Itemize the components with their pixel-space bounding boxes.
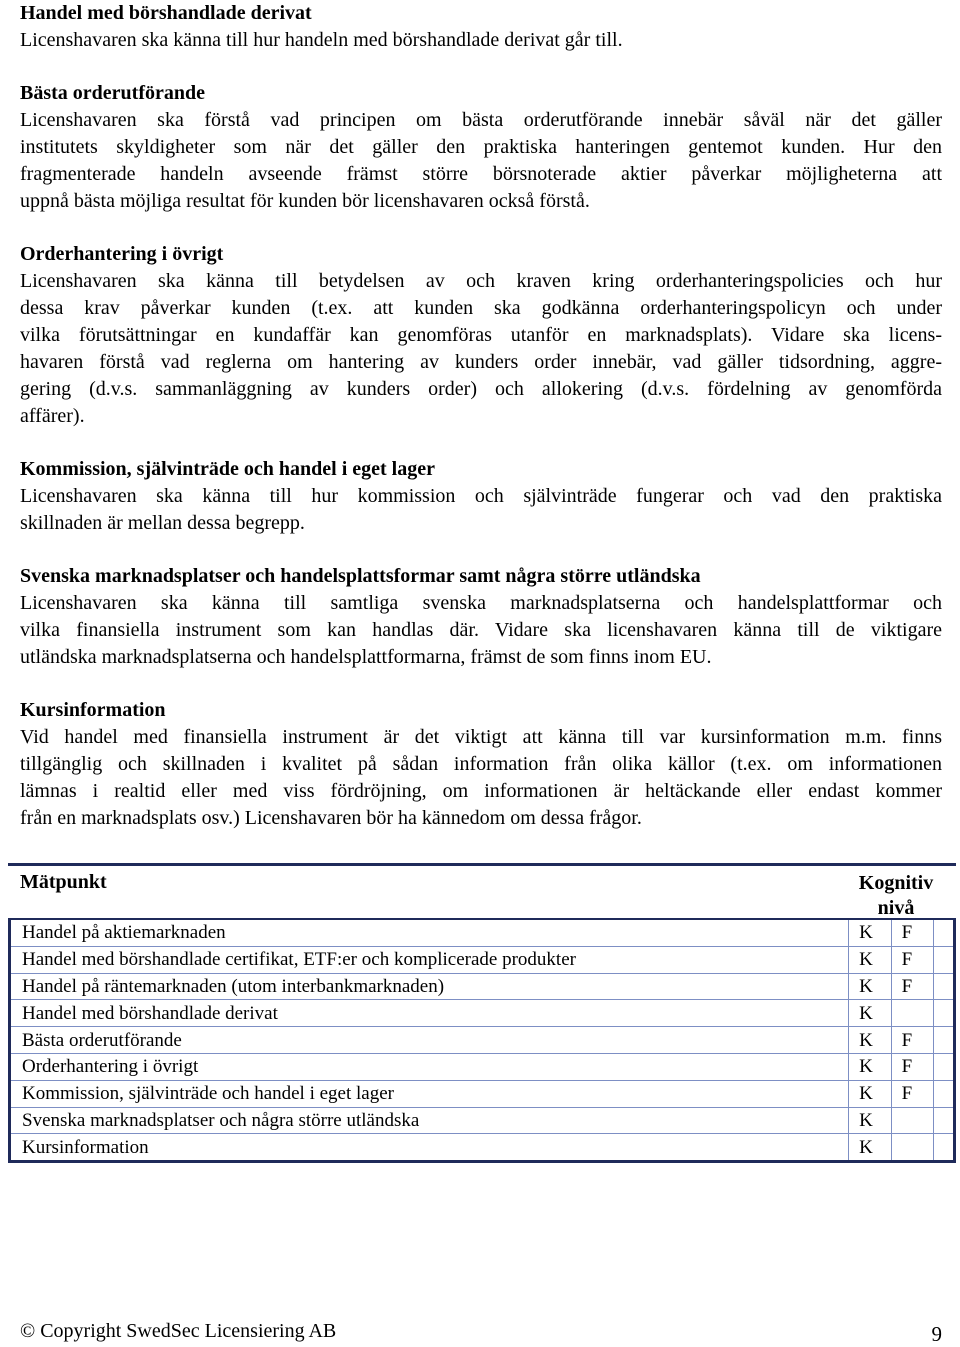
section-heading: Kommission, självinträde och handel i eget lager — [20, 458, 435, 480]
level-f — [891, 1134, 934, 1162]
section-1 — [20, 80, 942, 215]
section-text — [20, 590, 942, 671]
text-line: tillgänglig och skillnaden i kvalitet på sådan information från olika källor (t.ex. om informationen — [20, 753, 942, 775]
text-line: utländska marknadsplatserna och handelsplattformarna, främst de som finns inom EU. — [20, 646, 712, 668]
section-text — [20, 724, 942, 832]
level-k: K — [849, 1000, 892, 1027]
table-row — [10, 1027, 955, 1054]
level-f: F — [891, 1053, 934, 1080]
level-f — [891, 1000, 934, 1027]
text-line: uppnå bästa möjliga resultat för kunden bör licenshavaren också förstå. — [20, 190, 590, 212]
section-heading: Bästa orderutförande — [20, 82, 205, 104]
row-label: Handel på aktiemarknaden — [10, 919, 849, 946]
text-line: dessa krav påverkar kunden (t.ex. att kunden ska godkänna orderhanteringspolicyn och under — [20, 297, 942, 319]
table-row — [10, 946, 955, 973]
spacer-cell — [934, 1134, 955, 1162]
section-heading: Svenska marknadsplatser och handelsplattsformar samt några större utländska — [20, 565, 701, 587]
spacer-cell — [934, 1027, 955, 1054]
page-footer — [20, 1320, 942, 1346]
text-line: gering (d.v.s. sammanläggning av kunders order) och allokering (d.v.s. fördelning av genomförda — [20, 378, 942, 400]
text-line: fragmenterade handeln avseende främst större börsnoterade aktier påverkar möjligheterna att — [20, 163, 942, 185]
table-row — [10, 973, 955, 1000]
table-row — [10, 1000, 955, 1027]
table-row — [10, 1080, 955, 1107]
section-0 — [20, 0, 942, 54]
row-label: Handel på räntemarknaden (utom interbankmarknaden) — [10, 973, 849, 1000]
level-k: K — [849, 946, 892, 973]
header-level-line2: nivå — [877, 897, 915, 919]
level-k: K — [849, 1053, 892, 1080]
text-line: Licenshavaren ska känna till samtliga svenska marknadsplatserna och handelsplattformar och — [20, 592, 942, 614]
section-text — [20, 483, 942, 537]
row-label: Handel med börshandlade derivat — [10, 1000, 849, 1027]
table-row — [10, 919, 955, 946]
header-level — [851, 871, 941, 921]
spacer-cell — [934, 1107, 955, 1134]
header-level-line1: Kognitiv — [858, 872, 934, 894]
text-line: Vid handel med finansiella instrument är det viktigt att känna till var kursinformation m.m. finns — [20, 726, 942, 748]
section-5 — [20, 697, 942, 832]
section-heading: Orderhantering i övrigt — [20, 243, 224, 265]
text-line: skillnaden är mellan dessa begrepp. — [20, 512, 305, 534]
level-k: K — [849, 1134, 892, 1162]
spacer-cell — [934, 919, 955, 946]
section-2 — [20, 241, 942, 430]
level-k: K — [849, 1080, 892, 1107]
spacer-cell — [934, 1053, 955, 1080]
level-f: F — [891, 946, 934, 973]
level-f: F — [891, 973, 934, 1000]
spacer-cell — [934, 1000, 955, 1027]
document-body — [20, 0, 942, 858]
section-text — [20, 27, 942, 54]
section-text — [20, 107, 942, 215]
level-f — [891, 1107, 934, 1134]
level-k: K — [849, 1027, 892, 1054]
row-label: Bästa orderutförande — [10, 1027, 849, 1054]
header-measure: Mätpunkt — [20, 871, 107, 893]
text-line: från en marknadsplats osv.) Licenshavaren bör ha kännedom om dessa frågor. — [20, 807, 642, 829]
section-4 — [20, 563, 942, 671]
row-label: Svenska marknadsplatser och några större utländska — [10, 1107, 849, 1134]
text-line: Licenshavaren ska känna till hur handeln med börshandlade derivat går till. — [20, 29, 623, 51]
level-k: K — [849, 919, 892, 946]
text-line: lämnas i realtid eller med viss fördröjning, om informationen är heltäckande eller endast kommer — [20, 780, 942, 802]
level-k: K — [849, 973, 892, 1000]
section-heading: Kursinformation — [20, 699, 166, 721]
text-line: Licenshavaren ska känna till hur kommission och självinträde fungerar och vad den praktiska — [20, 485, 942, 507]
text-line: Licenshavaren ska känna till betydelsen av och kraven kring orderhanteringspolicies och hur — [20, 270, 942, 292]
text-line: vilka förutsättningar en kundaffär kan genomföras utanför en marknadsplats). Vidare ska licens- — [20, 324, 942, 346]
spacer-cell — [934, 1080, 955, 1107]
row-label: Kommission, självinträde och handel i eget lager — [10, 1080, 849, 1107]
level-f: F — [891, 1027, 934, 1054]
text-line: institutets skyldigheter som när det gäller den praktiska hanteringen gentemot kunden. Hur den — [20, 136, 942, 158]
level-f: F — [891, 1080, 934, 1107]
table-row — [10, 1053, 955, 1080]
text-line: Licenshavaren ska förstå vad principen om bästa orderutförande innebär såväl när det gäller — [20, 109, 942, 131]
text-line: affärer). — [20, 405, 85, 427]
row-label: Handel med börshandlade certifikat, ETF:er och komplicerade produkter — [10, 946, 849, 973]
level-f: F — [891, 919, 934, 946]
section-3 — [20, 456, 942, 537]
row-label: Kursinformation — [10, 1134, 849, 1162]
level-k: K — [849, 1107, 892, 1134]
table-header — [8, 866, 956, 918]
section-heading: Handel med börshandlade derivat — [20, 2, 312, 24]
spacer-cell — [934, 973, 955, 1000]
text-line: havaren förstå vad reglerna om hantering av kunders order innebär, vad gäller tidsordning, aggre- — [20, 351, 942, 373]
copyright-text: © Copyright SwedSec Licensiering AB — [20, 1320, 337, 1342]
spacer-cell — [934, 946, 955, 973]
table-row — [10, 1107, 955, 1134]
row-label: Orderhantering i övrigt — [10, 1053, 849, 1080]
page-number: 9 — [931, 1322, 942, 1346]
section-text — [20, 268, 942, 430]
text-line: vilka finansiella instrument som kan handlas där. Vidare ska licenshavaren känna till de viktigare — [20, 619, 942, 641]
table-row — [10, 1134, 955, 1162]
table-grid — [8, 918, 956, 1163]
